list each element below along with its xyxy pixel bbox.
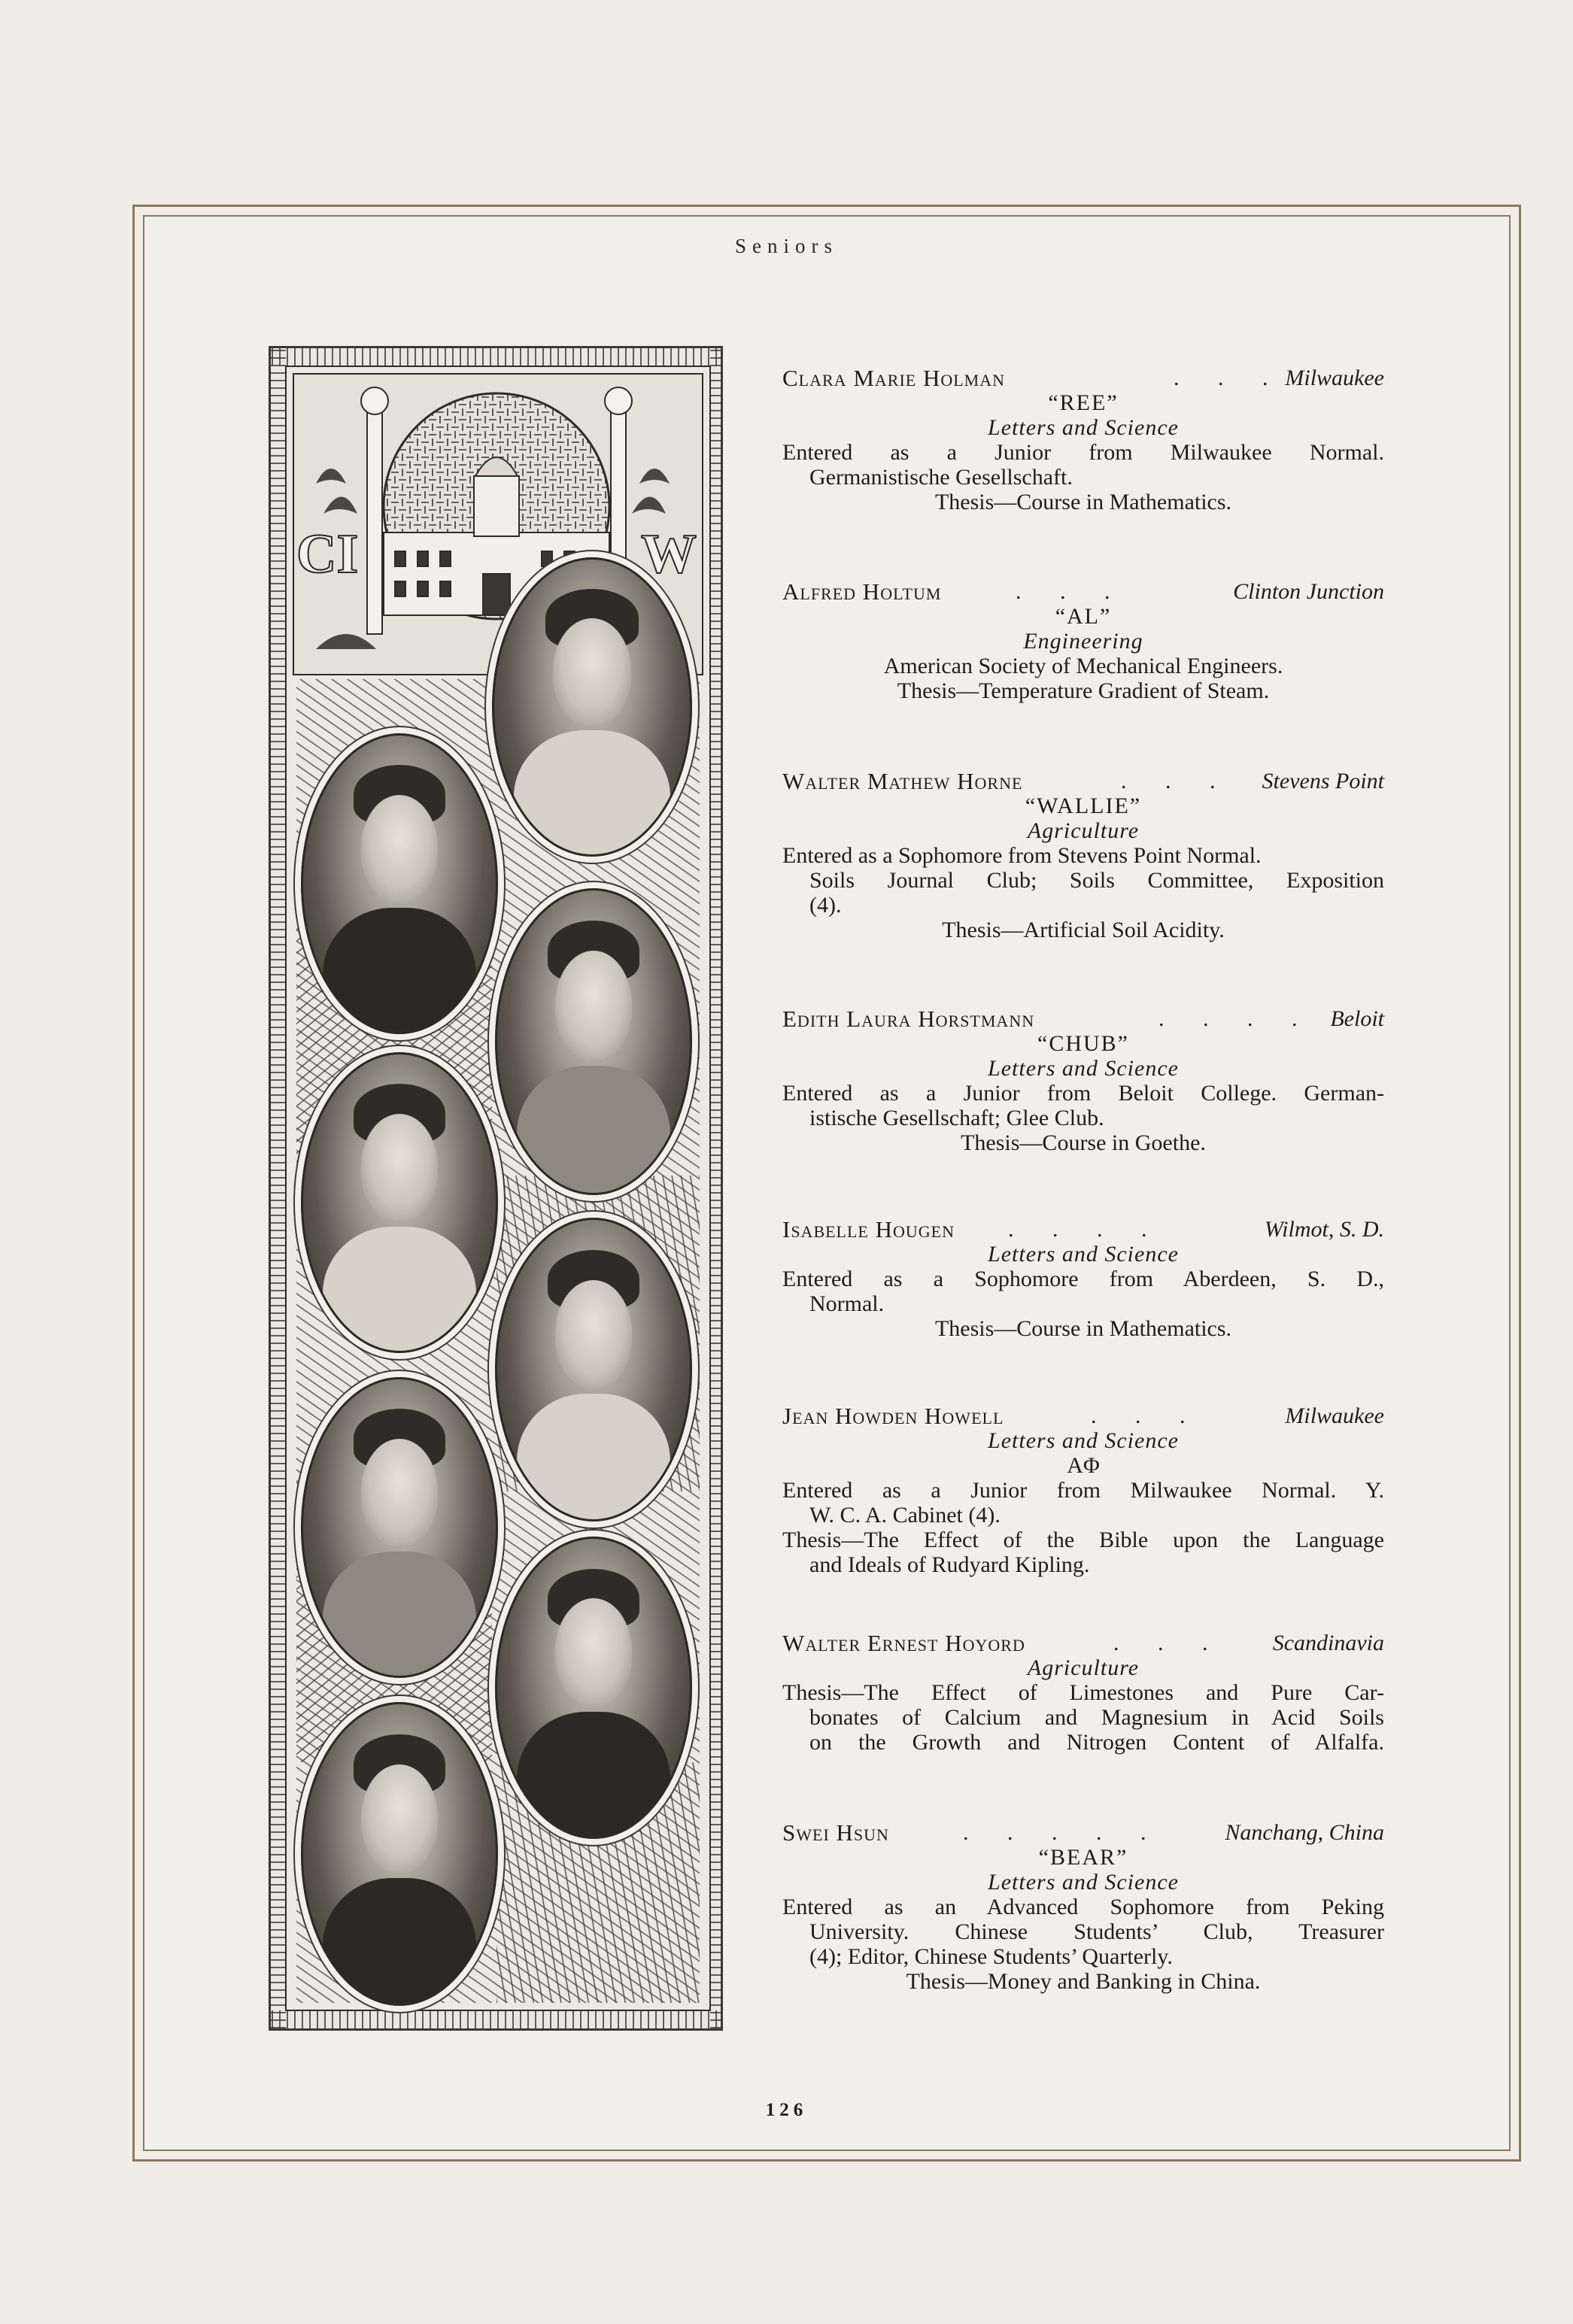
entry-text-line: Soils Journal Club; Soils Committee, Exposition <box>809 868 1384 893</box>
entry-text-line: Entered as a Sophomore from Aberdeen, S. D., <box>782 1267 1384 1291</box>
entry-edith-horstmann <box>782 1006 1384 1155</box>
entry-alfred-holtum <box>782 579 1384 703</box>
portrait-swei-hsun <box>301 1702 498 2006</box>
leader-dots: . . . <box>1016 579 1127 604</box>
entry-thesis: Thesis—Temperature Gradient of Steam. <box>897 678 1270 703</box>
leader-dots: . . . . <box>1008 1217 1164 1242</box>
monogram-right: W <box>641 523 697 585</box>
portrait-walter-horne <box>495 888 692 1195</box>
entry-college: Engineering <box>1023 629 1143 654</box>
entry-name: Walter Ernest Hoyord <box>782 1630 1025 1656</box>
entry-town: Stevens Point <box>1262 769 1384 793</box>
entry-college: Letters and Science <box>988 1870 1179 1895</box>
entry-thesis: Thesis—Course in Mathematics. <box>934 490 1232 514</box>
entry-isabelle-hougen <box>782 1217 1384 1341</box>
portrait-edith-horstmann <box>301 1052 498 1353</box>
entry-text-line: American Society of Mechanical Engineers. <box>883 654 1283 678</box>
entry-college: Agriculture <box>1027 1655 1140 1680</box>
entry-text-line: on the Growth and Nitrogen Content of Alfalfa. <box>809 1730 1384 1755</box>
entry-college: Letters and Science <box>988 1056 1179 1081</box>
entry-thesis: Thesis—Course in Mathematics. <box>934 1316 1232 1341</box>
entry-text-line: W. C. A. Cabinet (4). <box>809 1503 1001 1528</box>
entry-town: Wilmot, S. D. <box>1264 1217 1384 1242</box>
portrait-panel <box>269 346 723 2031</box>
entry-college: Agriculture <box>1027 818 1140 843</box>
entry-name: Jean Howden Howell <box>782 1403 1004 1429</box>
entry-name: Isabelle Hougen <box>782 1216 955 1242</box>
entry-name: Clara Marie Holman <box>782 365 1006 391</box>
entry-name: Edith Laura Horstmann <box>782 1006 1035 1032</box>
entry-text-line: bonates of Calcium and Magnesium in Acid Soils <box>809 1705 1384 1730</box>
entry-nickname: “REE” <box>1048 390 1119 415</box>
entry-text-line: Entered as a Junior from Milwaukee Normal. <box>782 440 1384 465</box>
entry-thesis: Thesis—Course in Goethe. <box>961 1130 1206 1155</box>
entry-jean-howell <box>782 1403 1384 1577</box>
leader-dots: . . . . <box>1158 1006 1314 1031</box>
entry-text-line: and Ideals of Rudyard Kipling. <box>809 1552 1090 1577</box>
entry-name: Walter Mathew Horne <box>782 768 1023 794</box>
entry-text-line: Thesis—The Effect of the Bible upon the Language <box>782 1528 1384 1552</box>
entry-town: Nanchang, China <box>1225 1820 1384 1845</box>
leader-dots: . . . <box>1113 1631 1225 1655</box>
portrait-walter-hoyord <box>495 1537 692 1839</box>
entry-name: Alfred Holtum <box>782 578 942 605</box>
entry-town: Milwaukee <box>1285 366 1384 390</box>
entry-town: Beloit <box>1330 1006 1384 1031</box>
portrait-jean-howell <box>301 1377 498 1678</box>
entry-text-line: Thesis—The Effect of Limestones and Pure Car- <box>782 1680 1384 1705</box>
leader-dots: . . . <box>1121 769 1232 793</box>
leader-dots: . . . <box>1091 1403 1202 1428</box>
entry-college: Letters and Science <box>988 1428 1179 1453</box>
entry-town: Clinton Junction <box>1233 579 1384 604</box>
monogram-left: CI <box>296 523 359 585</box>
entry-fraternity: AΦ <box>1067 1453 1100 1478</box>
entry-nickname: “WALLIE” <box>1025 793 1142 818</box>
entry-text-line: (4); Editor, Chinese Students’ Quarterly. <box>809 1944 1173 1969</box>
entry-walter-horne <box>782 769 1384 942</box>
entry-text-line: University. Chinese Students’ Club, Treasurer <box>809 1919 1384 1944</box>
page-header: Seniors <box>735 235 838 257</box>
entry-text-line: Entered as a Junior from Milwaukee Normal. Y. <box>782 1478 1384 1503</box>
entry-name: Swei Hsun <box>782 1819 889 1846</box>
entry-town: Milwaukee <box>1285 1403 1384 1428</box>
entry-text-line: istische Gesellschaft; Glee Club. <box>809 1106 1104 1130</box>
entry-nickname: “CHUB” <box>1037 1031 1129 1056</box>
portrait-alfred-holtum <box>301 733 498 1034</box>
entry-town: Scandinavia <box>1272 1631 1384 1655</box>
leader-dots: . . . <box>1174 366 1285 390</box>
entry-text-line: Entered as a Sophomore from Stevens Point Normal. <box>782 843 1262 868</box>
entry-nickname: “AL” <box>1055 604 1112 629</box>
entry-clara-holman <box>782 366 1384 514</box>
entry-walter-hoyord <box>782 1631 1384 1755</box>
entry-text-line: Normal. <box>809 1291 885 1316</box>
entry-text-line: (4). <box>809 893 842 918</box>
entry-swei-hsun <box>782 1820 1384 1994</box>
entry-college: Letters and Science <box>988 415 1179 440</box>
entry-thesis: Thesis—Money and Banking in China. <box>906 1969 1261 1994</box>
entry-nickname: “BEAR” <box>1038 1845 1128 1870</box>
leader-dots: . . . . . <box>963 1820 1163 1845</box>
entry-text-line: Entered as a Junior from Beloit College. German- <box>782 1081 1384 1106</box>
entry-college: Letters and Science <box>988 1242 1179 1267</box>
entry-thesis: Thesis—Artificial Soil Acidity. <box>942 918 1225 942</box>
entry-text-line: Entered as an Advanced Sophomore from Peking <box>782 1895 1384 1919</box>
page-number: 126 <box>765 2100 808 2120</box>
portrait-clara-holman <box>492 557 692 857</box>
entry-text-line: Germanistische Gesellschaft. <box>809 465 1073 490</box>
portrait-isabelle-hougen <box>495 1218 692 1522</box>
